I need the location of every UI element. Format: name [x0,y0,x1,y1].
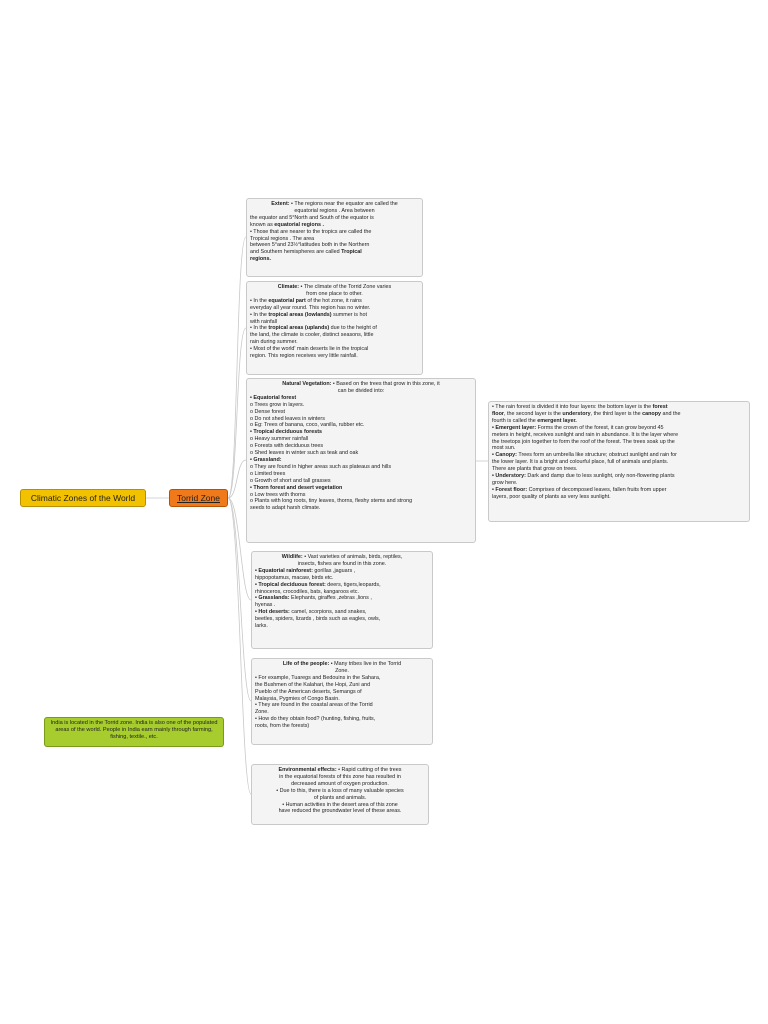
forest-line: • The rain forest is divided it into four layers: the bottom layer is the [492,404,653,410]
climate-line: due to the height of [329,325,377,332]
climate-box[interactable] [246,281,423,375]
climate-line: • In the [250,325,269,332]
climate-line: from one place to other. [306,290,363,297]
climate-line: • In the [250,297,269,304]
climate-line: • Most of the world' main deserts lie in the tropical [250,346,369,353]
wildlife-term: • Hot deserts: [255,609,290,616]
environment-title: Environmental effects: [278,767,337,773]
wildlife-title: Wildlife: [281,554,303,560]
forest-term: • Canopy: [492,452,517,459]
climate-line: • In the [250,311,269,318]
vegetation-line: o Do not shed leaves in winters [250,415,325,422]
forest-line: , the third layer is the [590,410,643,417]
extent-line: the equator and 5°North and South of the equator is [250,214,374,221]
central-topic-label: Torrid Zone [177,493,220,503]
wildlife-line: camel, scorpions, sand snakes, [289,609,367,616]
forest-term: • Forest floor: [492,486,528,493]
forest-term: • Emergent layer: [492,424,537,431]
forest-line: fourth is called the [492,417,538,424]
extent-line: • Those that are nearer to the tropics are called the [250,228,372,235]
environmental-effects-box[interactable] [251,764,429,825]
environment-line: • Due to this, there is a loss of many valuable species [276,787,404,794]
climate-line: the land, the climate is cooler, distinct seasons, little [250,332,374,339]
climate-title: Climate: [277,284,300,290]
climate-line: of the hot zone, it rains [305,297,362,304]
wildlife-box[interactable] [251,551,433,649]
extent-line: and Southern hemispheres are called [250,249,342,256]
forest-line: Comprises of decomposed leaves, fallen fruits from upper [527,486,667,493]
central-topic[interactable] [169,489,228,507]
wildlife-line: hippopotamus, macaw, birds etc. [255,574,334,581]
environment-line: of plants and animals. [313,794,367,801]
extent-line: Tropical regions . The area [250,235,315,242]
climate-line: everyday all year round. This region has no winter. [250,304,371,311]
india-note-text: India is located in the Torrid zone. India is also one of the populated areas of the world. People in India earn mainly through farming, fishing, textile., etc. [50,720,218,740]
forest-term: understory [562,410,591,417]
forest-term: emergent layer. [537,417,577,424]
wildlife-line: gorillas ,jaguars , [312,567,356,574]
forest-term: canopy [642,410,661,417]
wildlife-line: rhinoceros, crocodiles, bats, kangaroos etc. [255,588,359,595]
root-topic-label: Climatic Zones of the World [30,493,136,503]
forest-line: most sun. [492,445,516,452]
link-center-climate [228,328,246,498]
wildlife-line: larks. [255,623,268,630]
climate-line: rain during summer. [250,339,298,346]
india-note[interactable] [44,717,224,747]
people-line: the Bushmen of the Kalahari, the Hopi, Zuni and [255,681,371,688]
extent-title: Extent: [271,201,290,207]
forest-term: floor [492,410,504,417]
forest-line: meters in height, receives sunlight and rain in abundance. It is the layer where [492,431,679,438]
extent-box[interactable] [246,198,423,277]
vegetation-heading: • Grassland: [250,456,282,463]
vegetation-heading: • Equatorial forest [250,394,297,401]
forest-line: the treetops join together to form the roof of the forest. The trees soak up the [492,438,675,445]
vegetation-line: o Forests with deciduous trees [250,443,324,450]
climate-term: tropical areas (lowlands) [268,311,332,318]
wildlife-line: deers, tigers,leopards, [325,581,381,588]
vegetation-heading: • Tropical deciduous forests [250,429,322,436]
forest-line: There are plants that grow on trees. [492,466,578,473]
climate-term: equatorial part [268,297,306,304]
extent-term: regions. [250,256,271,263]
vegetation-line: o Growth of short and tall grasses [250,477,331,484]
vegetation-line: seeds to adapt harsh climate. [250,505,321,512]
vegetation-line: o Eg: Trees of banana, coco, vanilla, rubber etc. [250,422,365,429]
vegetation-heading: • Thorn forest and desert vegetation [250,484,343,491]
vegetation-line: can be divided into: [337,387,385,394]
people-line: Zone. [335,667,349,674]
environment-line: in the equatorial forests of this zone has resulted in [279,773,401,780]
climate-line: with rainfall [250,318,277,325]
extent-line: known as [250,221,275,228]
wildlife-term: • Tropical deciduous forest: [255,581,326,588]
wildlife-line: • Vast varieties of animals, birds, reptiles, [304,554,403,560]
environment-line: decreased amount of oxygen production. [291,780,389,787]
wildlife-term: • Equatorial rainforest: [255,567,313,574]
vegetation-line: o Plants with long roots, tiny leaves, thorns, fleshy stems and strong [250,498,413,505]
vegetation-line: o Limited trees [250,470,286,477]
forest-line: and the [661,410,681,417]
environment-line: • Human activities in the desert area of this zone [282,801,398,808]
wildlife-term: • Grasslands: [255,595,290,602]
wildlife-line: hyenas . [255,602,276,609]
link-center-extent [228,237,246,498]
extent-line: • The regions near the equator are called the [291,201,398,207]
forest-line: Dark and damp due to less sunlight, only non-flowering plants [525,473,675,480]
climate-line: region. This region receives very little rainfall. [250,353,358,360]
life-of-people-box[interactable] [251,658,433,745]
people-line: • How do they obtain food? (hunting, fishing, fruits, [255,716,376,723]
wildlife-line: insects, fishes are found in this zone. [297,560,387,567]
climate-term: tropical areas (uplands) [268,325,330,332]
forest-line: Forms the crown of the forest, it can grow beyond 45 [536,424,664,431]
people-line: • Many tribes live in the Torrid [330,661,402,667]
people-line: Malaysia, Pygmies of Congo Basin. [255,695,340,702]
environment-line: • Rapid cutting of the trees [338,767,402,773]
people-line: • For example, Tuaregs and Bedouins in the Sahara, [255,674,381,681]
environment-line: have reduced the groundwater level of these areas. [278,808,402,815]
forest-line: , the second layer is the [503,410,563,417]
vegetation-line: o Low trees with thorns [250,491,306,498]
extent-term: equatorial regions . [274,221,325,228]
extent-line: between 5°and 23½°latitudes both in the Northern [250,242,370,249]
climate-line: • The climate of the Torrid Zone varies [300,284,392,290]
vegetation-line: • Based on the trees that grow in this zone, it [332,381,440,387]
extent-line: equatorial regions . Area between [294,207,375,214]
forest-layers-box[interactable] [488,401,750,522]
vegetation-box[interactable] [246,378,476,543]
forest-line: layers, poor quality of plants as very less sunlight. [492,493,611,500]
forest-line: the lower layer. It is a bright and colourful place, full of animals and plants. [492,459,669,466]
people-title: Life of the people: [282,661,330,667]
extent-term: Tropical [341,249,362,256]
vegetation-line: o Shed leaves in winter such as teak and oak [250,450,359,457]
vegetation-title: Natural Vegetation: [282,381,332,387]
forest-line: grow here. [492,479,518,486]
vegetation-line: o Dense forest [250,408,286,415]
vegetation-line: o Heavy summer rainfall [250,436,309,443]
forest-term: • Understory: [492,473,526,480]
people-line: roots, from the forests) [255,723,310,730]
people-line: • They are found in the coastal areas of the Torrid [255,702,373,709]
forest-line: Trees form an umbrella like structure; obstruct sunlight and rain for [516,452,677,459]
wildlife-line: beetles, spiders, lizards , birds such as eagles, owls, [255,616,381,623]
wildlife-line: Elephants, giraffes ,zebras ,lions , [289,595,372,602]
root-topic[interactable] [20,489,146,507]
vegetation-line: o They are found in higher areas such as plateaus and hills [250,463,392,470]
forest-term: forest [652,404,668,410]
people-line: Zone. [255,709,269,716]
climate-line: summer is hot [331,311,367,318]
people-line: Pueblo of the American deserts, Semangs of [255,688,362,695]
vegetation-line: o Trees grow in layers. [250,401,305,408]
